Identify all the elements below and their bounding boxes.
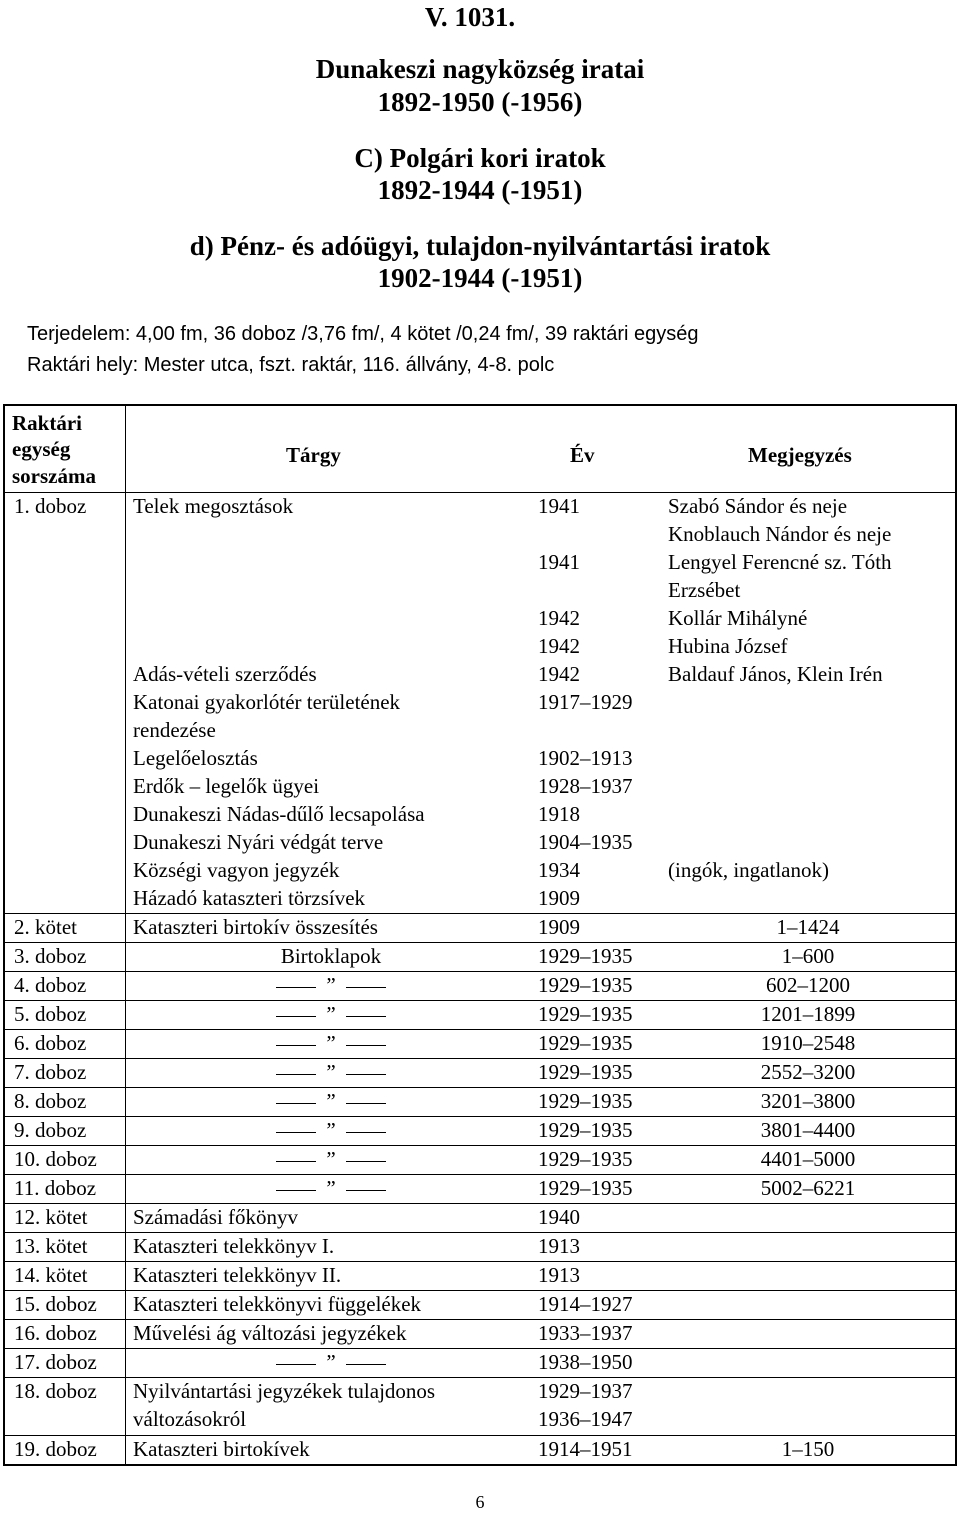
table-row-unit: 17. doboz <box>14 1350 97 1374</box>
table-row-subject: Kataszteri telekkönyv II. <box>133 1263 342 1287</box>
table-row-note: 5002–6221 <box>760 1176 856 1200</box>
table-row-year: 1933–1937 <box>538 1321 633 1345</box>
table-row-unit: 12. kötet <box>14 1205 88 1229</box>
table-row-note: 3801–4400 <box>760 1118 856 1142</box>
table-row-subject <box>126 1146 536 1173</box>
table-row-subject <box>126 1059 536 1086</box>
unit-1-year: 1928–1937 <box>538 774 633 798</box>
table-row-year: 1909 <box>538 915 580 939</box>
unit-1-subject: Telek megosztások <box>133 494 294 518</box>
table-row-subject: Nyilvántartási jegyzékek tulajdonos <box>133 1379 436 1403</box>
table-row-note: 4401–5000 <box>760 1147 856 1171</box>
unit-1-subject: Dunakeszi Nyári védgát terve <box>133 830 384 854</box>
table-row-unit: 4. doboz <box>14 973 87 997</box>
table-row-subject: Kataszteri birtokív összesítés <box>133 915 378 939</box>
table-row-unit: 5. doboz <box>14 1002 87 1026</box>
table-row-subject: Kataszteri telekkönyv I. <box>133 1234 335 1258</box>
table-row-year: 1938–1950 <box>538 1350 633 1374</box>
table-row-year: 1913 <box>538 1234 580 1258</box>
table-row-subject: Számadási főkönyv <box>133 1205 299 1229</box>
table-row-note: 3201–3800 <box>760 1089 856 1113</box>
table-row-subject <box>126 1117 536 1144</box>
unit-1-note: Knoblauch Nándor és neje <box>668 522 892 546</box>
section-date-range: 1902-1944 (-1951) <box>377 263 583 293</box>
header-subject: Tárgy <box>286 443 341 467</box>
page-title: Dunakeszi nagyközség iratai <box>315 54 645 84</box>
table-row-unit: 13. kötet <box>14 1234 88 1258</box>
table-row-year: 1929–1935 <box>538 1002 633 1026</box>
table-row-unit: 3. doboz <box>14 944 87 968</box>
table-row-year: 1929–1935 <box>538 1176 633 1200</box>
ditto-mark: ” <box>326 1089 336 1113</box>
table-row-subject <box>126 1088 536 1115</box>
table-row-subject <box>126 1175 536 1202</box>
table-row-year: 1929–1937 <box>538 1379 633 1403</box>
table-row-year: 1914–1951 <box>538 1437 633 1461</box>
table-row-unit: 10. doboz <box>14 1147 97 1171</box>
unit-1-subject: Erdők – legelők ügyei <box>133 774 320 798</box>
fond-id: V. 1031. <box>424 2 516 32</box>
unit-1-note: Hubina József <box>668 634 788 658</box>
title-date-range: 1892-1950 (-1956) <box>377 87 583 117</box>
table-row-note: 1201–1899 <box>760 1002 856 1026</box>
unit-1-year: 1942 <box>538 634 580 658</box>
unit-1-note: Lengyel Ferencné sz. Tóth <box>668 550 892 574</box>
header-unit-line3: sorszáma <box>12 464 96 488</box>
table-row-subject: Birtoklapok <box>280 944 382 968</box>
ditto-mark: ” <box>326 1031 336 1055</box>
unit-1-note: (ingók, ingatlanok) <box>668 858 829 882</box>
table-row-note: 2552–3200 <box>760 1060 856 1084</box>
ditto-mark: ” <box>326 1350 336 1374</box>
ditto-mark: ” <box>326 1060 336 1084</box>
ditto-mark: ” <box>326 1176 336 1200</box>
header-unit-line1: Raktári <box>12 411 82 435</box>
table-row-year: 1913 <box>538 1263 580 1287</box>
subtitle-date-range: 1892-1944 (-1951) <box>377 175 583 205</box>
table-row-unit: 14. kötet <box>14 1263 88 1287</box>
table-row-subject <box>126 1349 536 1376</box>
table-row-unit: 6. doboz <box>14 1031 87 1055</box>
ditto-mark: ” <box>326 973 336 997</box>
section-title: d) Pénz- és adóügyi, tulajdon-nyilvántartási iratok <box>189 231 771 261</box>
unit-1-year: 1942 <box>538 606 580 630</box>
table-row-year: 1929–1935 <box>538 1060 633 1084</box>
table-row-note: 1–600 <box>781 944 835 968</box>
table-row-note: 1910–2548 <box>760 1031 856 1055</box>
unit-1-subject: Legelőelosztás <box>133 746 258 770</box>
unit-1-year: 1917–1929 <box>538 690 633 714</box>
unit-1-year: 1941 <box>538 550 580 574</box>
table-row-year: 1914–1927 <box>538 1292 633 1316</box>
table-row-subject: Művelési ág változási jegyzékek <box>133 1321 407 1345</box>
table-row-unit: 8. doboz <box>14 1089 87 1113</box>
header-note: Megjegyzés <box>748 443 852 467</box>
table-row-unit: 11. doboz <box>14 1176 97 1200</box>
table-row-year: 1929–1935 <box>538 1089 633 1113</box>
table-row-year: 1929–1935 <box>538 1147 633 1171</box>
unit-1-subject: Községi vagyon jegyzék <box>133 858 340 882</box>
unit-1-subject: Házadó kataszteri törzsívek <box>133 886 366 910</box>
location-line: Raktári hely: Mester utca, fszt. raktár, 116. állvány, 4-8. polc <box>27 354 555 376</box>
table-row-unit: 2. kötet <box>14 915 77 939</box>
table-row-year: 1940 <box>538 1205 580 1229</box>
unit-1-note: Erzsébet <box>668 578 741 602</box>
unit-1-id: 1. doboz <box>14 494 87 518</box>
unit-1-year: 1909 <box>538 886 580 910</box>
unit-1-subject: Katonai gyakorlótér területének <box>133 690 401 714</box>
unit-1-subject: rendezése <box>133 718 216 742</box>
table-row-year: 1929–1935 <box>538 973 633 997</box>
extent-line: Terjedelem: 4,00 fm, 36 doboz /3,76 fm/, 4 kötet /0,24 fm/, 39 raktári egység <box>27 323 699 345</box>
table-row-unit: 15. doboz <box>14 1292 97 1316</box>
ditto-mark: ” <box>326 1002 336 1026</box>
table-row-subject: Kataszteri birtokívek <box>133 1437 310 1461</box>
table-row-unit: 19. doboz <box>14 1437 97 1461</box>
table-row-subject <box>126 972 536 999</box>
table-row-unit: 9. doboz <box>14 1118 87 1142</box>
table-row-year: 1936–1947 <box>538 1407 633 1431</box>
table-row-unit: 7. doboz <box>14 1060 87 1084</box>
unit-1-note: Kollár Mihályné <box>668 606 808 630</box>
unit-1-subject: Dunakeszi Nádas-dűlő lecsapolása <box>133 802 425 826</box>
subtitle: C) Polgári kori iratok <box>354 143 606 173</box>
unit-1-subject: Adás-vételi szerződés <box>133 662 317 686</box>
header-unit-line2: egység <box>12 437 71 461</box>
table-row-subject <box>126 1001 536 1028</box>
table-row-year: 1929–1935 <box>538 1031 633 1055</box>
unit-1-note: Baldauf János, Klein Irén <box>668 662 883 686</box>
ditto-mark: ” <box>326 1147 336 1171</box>
unit-1-year: 1934 <box>538 858 580 882</box>
unit-1-year: 1918 <box>538 802 580 826</box>
page-number: 6 <box>475 1492 485 1512</box>
table-row-year: 1929–1935 <box>538 944 633 968</box>
table-row-note: 1–1424 <box>776 915 840 939</box>
unit-1-year: 1902–1913 <box>538 746 633 770</box>
ditto-mark: ” <box>326 1118 336 1142</box>
table-row-unit: 16. doboz <box>14 1321 97 1345</box>
table-row-note: 602–1200 <box>766 973 850 997</box>
table-row-subject: változásokról <box>133 1407 247 1431</box>
unit-1-year: 1942 <box>538 662 580 686</box>
unit-1-year: 1904–1935 <box>538 830 633 854</box>
unit-1-year: 1941 <box>538 494 580 518</box>
table-row-subject: Kataszteri telekkönyvi függelékek <box>133 1292 422 1316</box>
table-row-year: 1929–1935 <box>538 1118 633 1142</box>
unit-1-note: Szabó Sándor és neje <box>668 494 848 518</box>
table-row-subject <box>126 1030 536 1057</box>
table-row-note: 1–150 <box>781 1437 835 1461</box>
table-row-unit: 18. doboz <box>14 1379 97 1403</box>
header-year: Év <box>570 443 595 467</box>
